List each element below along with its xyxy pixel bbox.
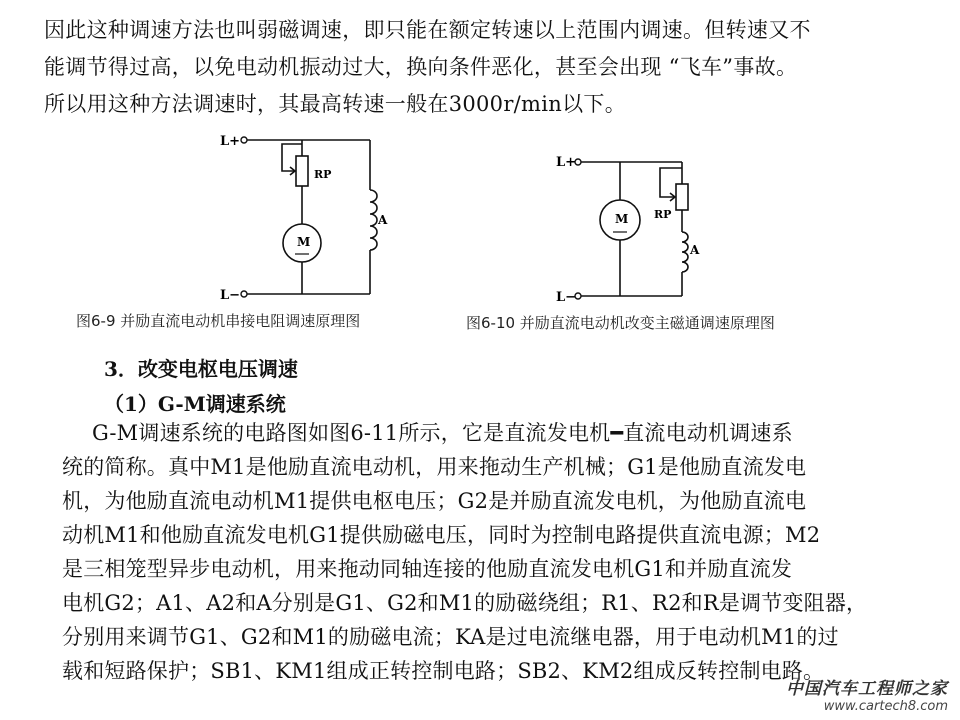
label-field-a: A [690, 243, 700, 257]
label-lminus: L− [220, 288, 241, 303]
figure-right-diagram [556, 150, 706, 310]
label-lplus: L+ [556, 155, 577, 170]
intro-line: 所以用这种方法调速时，其最高转速一般在3000r/min以下。 [44, 92, 627, 116]
body-paragraph [62, 416, 942, 688]
section-heading: 3．改变电枢电压调速 [104, 357, 298, 381]
label-lplus: L+ [220, 134, 241, 149]
intro-line: 能调节得过高，以免电动机振动过大，换向条件恶化，甚至会出现 “飞车”事故。 [44, 55, 798, 79]
label-rp: RP [654, 208, 672, 221]
label-lminus: L− [556, 290, 577, 305]
figure-right [556, 150, 706, 310]
figure-right-caption: 图6-10 并励直流电动机改变主磁通调速原理图 [466, 314, 775, 332]
label-motor: M [615, 212, 629, 226]
intro-paragraph [44, 12, 924, 123]
watermark [786, 674, 948, 714]
terminal-lminus [241, 291, 247, 297]
body-line: 电机G2；A1、A2和A分别是G1、G2和M1的励磁绕组；R1、R2和R是调节变阻器， [62, 591, 868, 615]
watermark-url: www.cartech8.com [823, 699, 948, 714]
label-field-a: A [378, 213, 388, 227]
figure-left-caption: 图6-9 并励直流电动机串接电阻调速原理图 [76, 312, 361, 330]
body-line: 统的简称。真中M1是他励直流电动机，用来拖动生产机械；G1是他励直流发电 [62, 455, 807, 479]
body-line: 动机M1和他励直流发电机G1提供励磁电压，同时为控制电路提供直流电源；M2 [62, 523, 821, 547]
figure-left [220, 126, 390, 306]
figure-left-diagram [220, 126, 390, 306]
body-line: 机，为他励直流电动机M1提供电枢电压；G2是并励直流发电机，为他励直流电 [62, 489, 807, 513]
label-rp: RP [314, 168, 332, 181]
body-line: G-M调速系统的电路图如图6-11所示，它是直流发电机━直流电动机调速系 [92, 421, 793, 445]
watermark-site-name: 中国汽车工程师之家 [786, 679, 948, 699]
intro-line: 因此这种调速方法也叫弱磁调速，即只能在额定转速以上范围内调速。但转速又不 [44, 18, 811, 42]
body-line: 载和短路保护；SB1、KM1组成正转控制电路；SB2、KM2组成反转控制电路。 [62, 659, 825, 683]
terminal-lplus [241, 137, 247, 143]
label-motor: M [297, 235, 311, 249]
subsection-heading: （1）G-M调速系统 [104, 392, 286, 416]
body-line: 是三相笼型异步电动机，用来拖动同轴连接的他励直流发电机G1和并励直流发 [62, 557, 793, 581]
body-line: 分别用来调节G1、G2和M1的励磁电流；KA是过电流继电器，用于电动机M1的过 [62, 625, 839, 649]
